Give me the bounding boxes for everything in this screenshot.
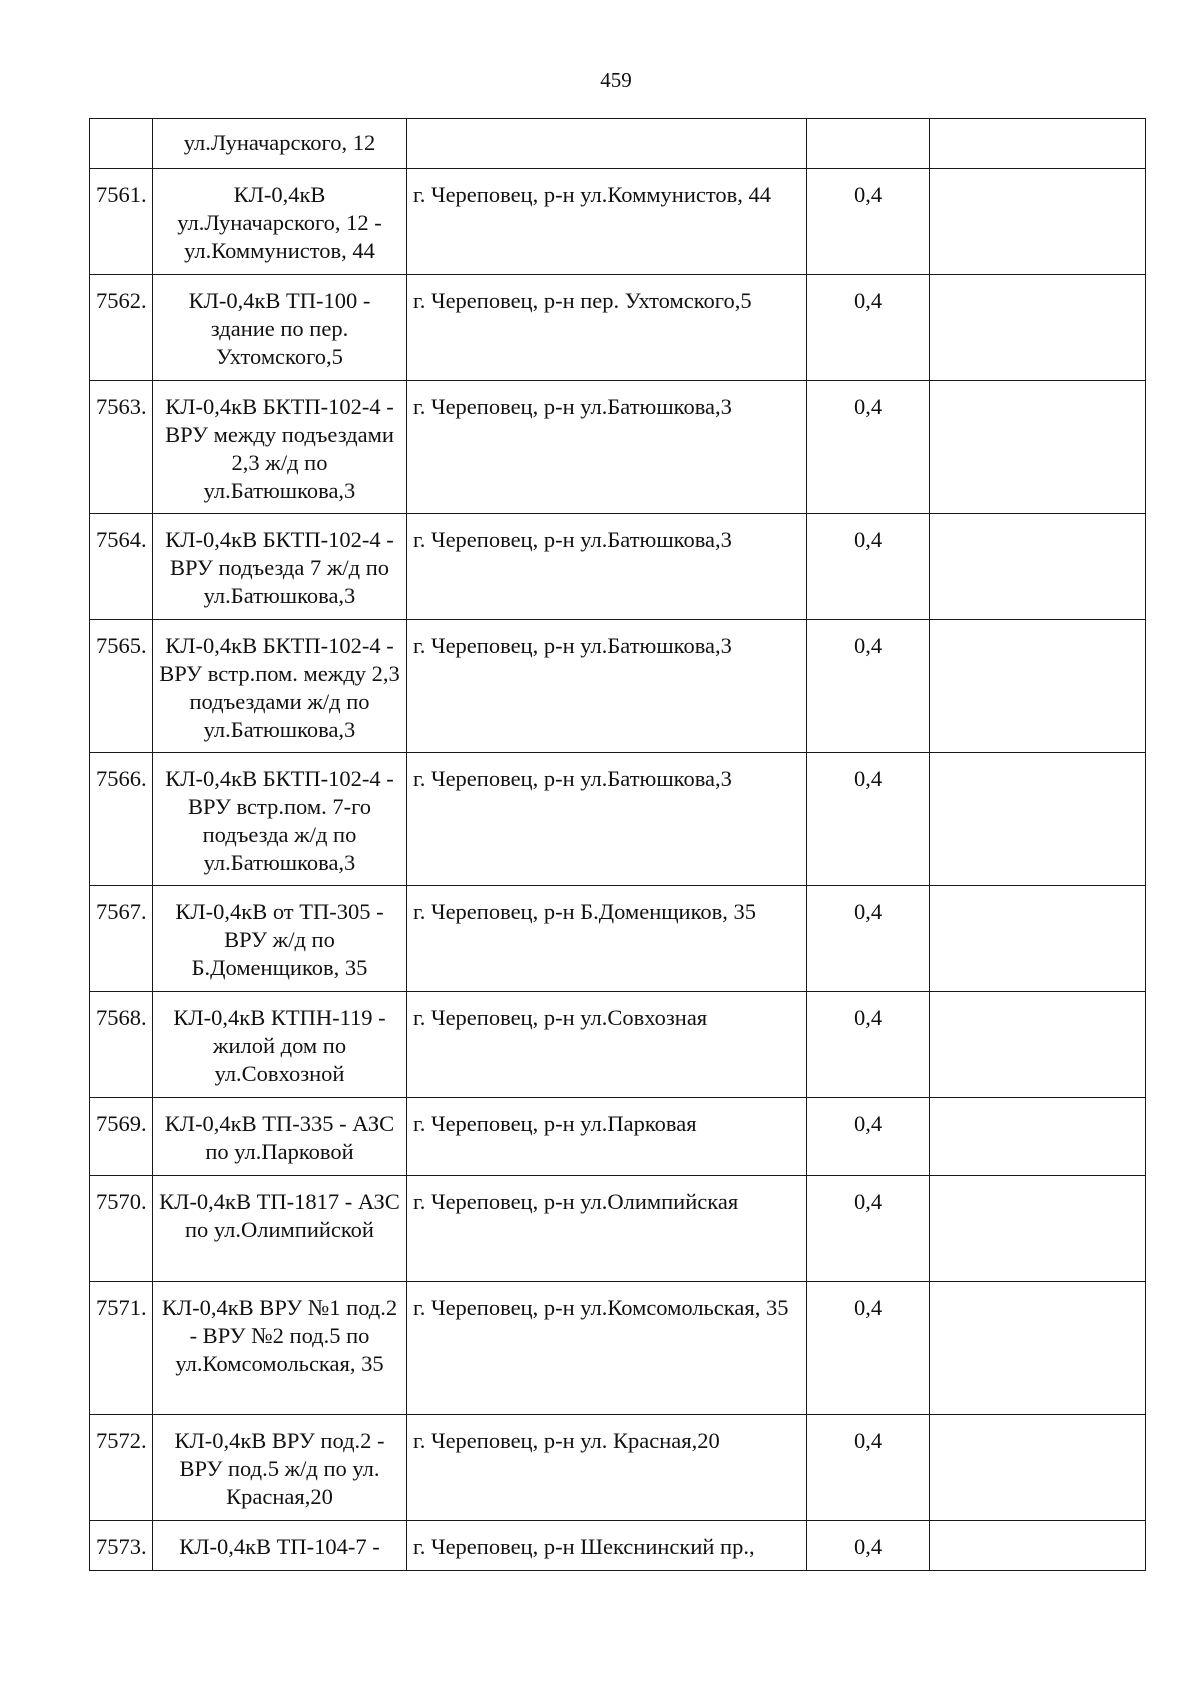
row-number: 7562. [90, 275, 153, 381]
row-number: 7572. [90, 1415, 153, 1521]
cable-line-name: ул.Луначарского, 12 [153, 119, 407, 169]
table-row [90, 1415, 1146, 1521]
empty-cell [930, 1521, 1146, 1571]
table-row [90, 753, 1146, 886]
cable-line-name: КЛ-0,4кВ ТП-104-7 - [153, 1521, 407, 1571]
page-number: 459 [600, 68, 632, 92]
table-row [90, 1098, 1146, 1176]
location-address: г. Череповец, р-н ул.Комсомольская, 35 [407, 1282, 807, 1415]
voltage-value: 0,4 [807, 275, 930, 381]
location-address: г. Череповец, р-н ул.Батюшкова,3 [407, 514, 807, 620]
table-row [90, 119, 1146, 169]
row-number: 7573. [90, 1521, 153, 1571]
table-row [90, 381, 1146, 514]
voltage-value: 0,4 [807, 1098, 930, 1176]
cable-line-name: КЛ-0,4кВ БКТП-102-4 - ВРУ встр.пом. между 2,3 подъездами ж/д по ул.Батюшкова,3 [153, 620, 407, 753]
empty-cell [930, 1098, 1146, 1176]
voltage-value: 0,4 [807, 753, 930, 886]
cable-line-name: КЛ-0,4кВ ВРУ №1 под.2 - ВРУ №2 под.5 по ул.Комсомольская, 35 [153, 1282, 407, 1415]
row-number: 7563. [90, 381, 153, 514]
row-number: 7565. [90, 620, 153, 753]
location-address: г. Череповец, р-н ул.Парковая [407, 1098, 807, 1176]
row-number: 7570. [90, 1176, 153, 1282]
cable-line-name: КЛ-0,4кВ БКТП-102-4 - ВРУ между подъездами 2,3 ж/д по ул.Батюшкова,3 [153, 381, 407, 514]
empty-cell [930, 381, 1146, 514]
row-number: 7568. [90, 992, 153, 1098]
location-address: г. Череповец, р-н ул.Олимпийская [407, 1176, 807, 1282]
voltage-value: 0,4 [807, 169, 930, 275]
row-number: 7566. [90, 753, 153, 886]
cable-line-name: КЛ-0,4кВ ТП-335 - АЗС по ул.Парковой [153, 1098, 407, 1176]
voltage-value: 0,4 [807, 381, 930, 514]
location-address: г. Череповец, р-н ул.Батюшкова,3 [407, 753, 807, 886]
empty-cell [930, 119, 1146, 169]
voltage-value: 0,4 [807, 1521, 930, 1571]
location-address: г. Череповец, р-н Шекснинский пр., [407, 1521, 807, 1571]
location-address: г. Череповец, р-н ул.Батюшкова,3 [407, 381, 807, 514]
row-number: 7561. [90, 169, 153, 275]
table-row [90, 886, 1146, 992]
location-address: г. Череповец, р-н ул. Красная,20 [407, 1415, 807, 1521]
empty-cell [930, 514, 1146, 620]
table-row [90, 1282, 1146, 1415]
row-number [90, 119, 153, 169]
voltage-value: 0,4 [807, 1176, 930, 1282]
cable-line-name: КЛ-0,4кВ ТП-100 - здание по пер. Ухтомского,5 [153, 275, 407, 381]
table-row [90, 992, 1146, 1098]
empty-cell [930, 886, 1146, 992]
table-row [90, 514, 1146, 620]
empty-cell [930, 1282, 1146, 1415]
cable-line-name: КЛ-0,4кВ КТПН-119 - жилой дом по ул.Совхозной [153, 992, 407, 1098]
empty-cell [930, 620, 1146, 753]
table-row [90, 1521, 1146, 1571]
location-address: г. Череповец, р-н ул.Батюшкова,3 [407, 620, 807, 753]
row-number: 7564. [90, 514, 153, 620]
row-number: 7571. [90, 1282, 153, 1415]
empty-cell [930, 169, 1146, 275]
voltage-value [807, 119, 930, 169]
cable-line-name: КЛ-0,4кВ БКТП-102-4 - ВРУ встр.пом. 7-го подъезда ж/д по ул.Батюшкова,3 [153, 753, 407, 886]
cable-line-name: КЛ-0,4кВ ТП-1817 - АЗС по ул.Олимпийской [153, 1176, 407, 1282]
location-address: г. Череповец, р-н ул.Коммунистов, 44 [407, 169, 807, 275]
voltage-value: 0,4 [807, 886, 930, 992]
voltage-value: 0,4 [807, 1282, 930, 1415]
cable-line-name: КЛ-0,4кВ БКТП-102-4 - ВРУ подъезда 7 ж/д по ул.Батюшкова,3 [153, 514, 407, 620]
location-address: г. Череповец, р-н Б.Доменщиков, 35 [407, 886, 807, 992]
empty-cell [930, 1415, 1146, 1521]
voltage-value: 0,4 [807, 992, 930, 1098]
table-row [90, 1176, 1146, 1282]
voltage-value: 0,4 [807, 1415, 930, 1521]
location-address: г. Череповец, р-н пер. Ухтомского,5 [407, 275, 807, 381]
cable-line-name: КЛ-0,4кВ от ТП-305 - ВРУ ж/д по Б.Доменщиков, 35 [153, 886, 407, 992]
cable-line-name: КЛ-0,4кВ ул.Луначарского, 12 - ул.Коммунистов, 44 [153, 169, 407, 275]
empty-cell [930, 275, 1146, 381]
location-address [407, 119, 807, 169]
table-row [90, 169, 1146, 275]
voltage-value: 0,4 [807, 620, 930, 753]
empty-cell [930, 753, 1146, 886]
row-number: 7569. [90, 1098, 153, 1176]
table-row [90, 275, 1146, 381]
table-row [90, 620, 1146, 753]
empty-cell [930, 992, 1146, 1098]
cable-line-name: КЛ-0,4кВ ВРУ под.2 - ВРУ под.5 ж/д по ул. Красная,20 [153, 1415, 407, 1521]
empty-cell [930, 1176, 1146, 1282]
registry-table [89, 118, 1146, 1571]
row-number: 7567. [90, 886, 153, 992]
location-address: г. Череповец, р-н ул.Совхозная [407, 992, 807, 1098]
voltage-value: 0,4 [807, 514, 930, 620]
